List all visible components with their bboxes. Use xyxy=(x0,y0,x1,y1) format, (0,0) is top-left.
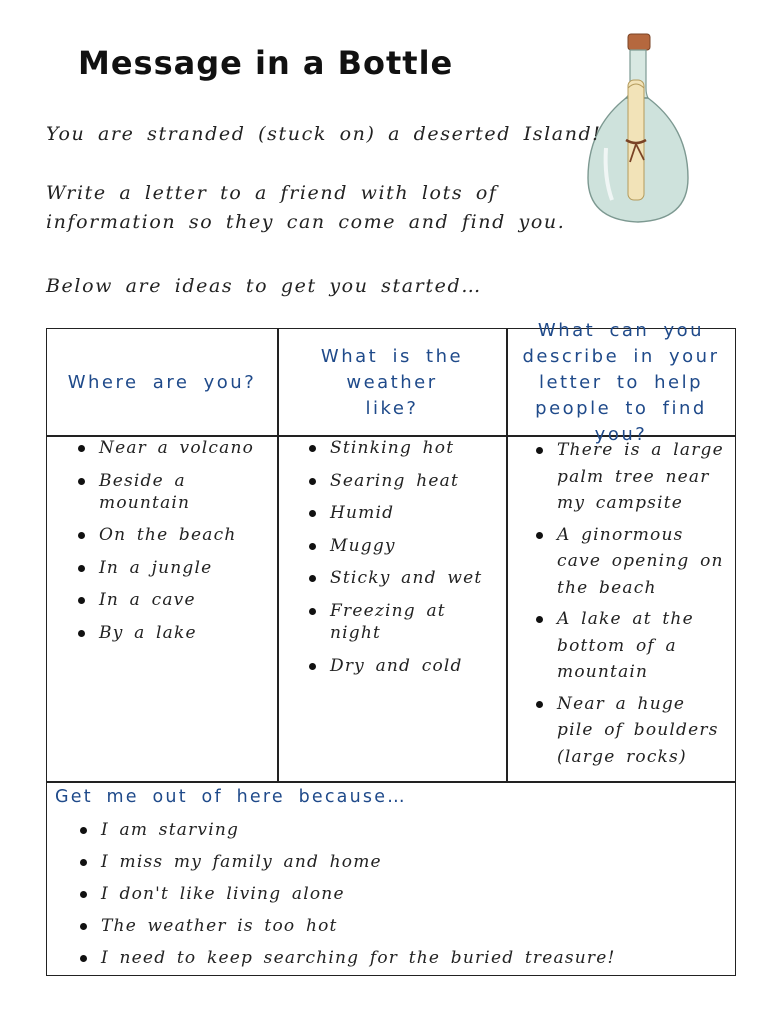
list-item: I don't like living alone xyxy=(77,883,616,905)
header-describe: What can you describe in your letter to help people to find you? xyxy=(522,319,720,445)
list-item: The weather is too hot xyxy=(77,915,616,937)
list-item: By a lake xyxy=(75,622,275,644)
list-item: I miss my family and home xyxy=(77,851,616,873)
page-title: Message in a Bottle xyxy=(78,44,454,82)
header-weather: What is the weather like? xyxy=(320,345,464,419)
header-where-are-you: Where are you? xyxy=(67,371,257,393)
list-item: A lake at the bottom of a mountain xyxy=(533,606,731,686)
reasons-list xyxy=(77,819,616,979)
header-get-me-out: Get me out of here because… xyxy=(55,787,407,807)
list-item: Near a huge pile of boulders (large rocks) xyxy=(533,691,731,771)
intro-instructions-line-1: Write a letter to a friend with lots of xyxy=(46,182,498,204)
list-item: Freezing at night xyxy=(306,600,504,644)
weather-list xyxy=(306,437,504,677)
list-item: Sticky and wet xyxy=(306,567,504,589)
list-item: Near a volcano xyxy=(75,437,275,459)
intro-instructions-line-2: information so they can come and find you. xyxy=(46,211,566,233)
bottom-section-divider xyxy=(47,781,735,783)
list-item: Stinking hot xyxy=(306,437,504,459)
list-item: I am starving xyxy=(77,819,616,841)
list-item: There is a large palm tree near my campsite xyxy=(533,437,731,517)
intro-ideas: Below are ideas to get you started… xyxy=(46,275,482,297)
list-item: A ginormous cave opening on the beach xyxy=(533,522,731,602)
list-item: Searing heat xyxy=(306,470,504,492)
column-weather xyxy=(306,437,504,687)
list-item: Muggy xyxy=(306,535,504,557)
location-list xyxy=(75,437,275,644)
landmark-list xyxy=(533,437,731,770)
list-item: Humid xyxy=(306,502,504,524)
column-where-are-you xyxy=(75,437,275,655)
column-describe xyxy=(533,437,731,775)
intro-stranded: You are stranded (stuck on) a deserted Island! xyxy=(46,123,602,145)
list-item: I need to keep searching for the buried treasure! xyxy=(77,947,616,969)
intro-instructions xyxy=(46,179,565,237)
ideas-table xyxy=(46,319,736,976)
list-item: Beside a mountain xyxy=(75,470,275,514)
list-item: In a cave xyxy=(75,589,275,611)
list-item: On the beach xyxy=(75,524,275,546)
list-item: Dry and cold xyxy=(306,655,504,677)
list-item: In a jungle xyxy=(75,557,275,579)
